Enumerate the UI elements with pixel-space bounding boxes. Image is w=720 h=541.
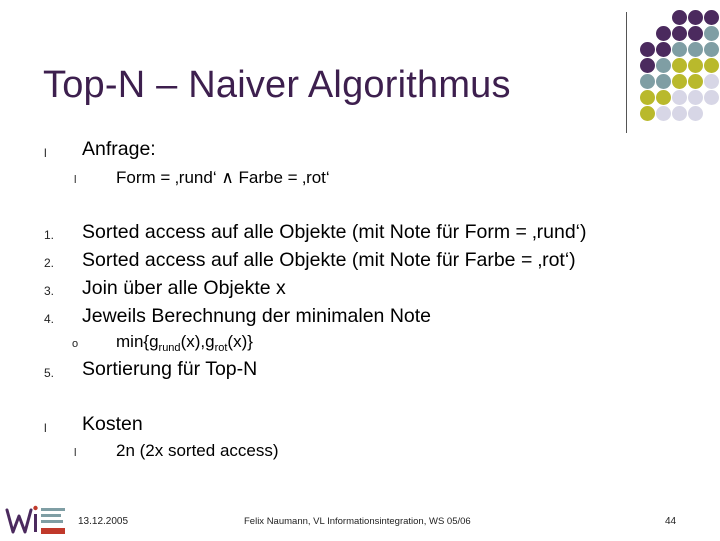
- decorative-dot: [672, 74, 687, 89]
- decorative-dot: [672, 26, 687, 41]
- decorative-dot: [688, 74, 703, 89]
- step-number: 1.: [44, 228, 55, 242]
- step-text: Join über alle Objekte x: [82, 277, 286, 299]
- decorative-dot: [688, 90, 703, 105]
- decorative-dot: [640, 42, 655, 57]
- slide-title: Top-N – Naiver Algorithmus: [43, 64, 511, 106]
- min-formula-sub-rund: rund: [158, 342, 181, 354]
- decorative-dot: [688, 26, 703, 41]
- decorative-dot: [672, 42, 687, 57]
- step-number: 4.: [44, 312, 55, 326]
- step-text: Sorted access auf alle Objekte (mit Note für Farbe = ‚rot‘): [82, 249, 576, 271]
- min-formula-suffix: (x)}: [227, 332, 253, 351]
- decorative-dot: [640, 106, 655, 121]
- step-number: 5.: [44, 366, 55, 380]
- decorative-dot: [656, 26, 671, 41]
- decorative-dot: [672, 58, 687, 73]
- min-formula-mid: (x),g: [180, 332, 215, 351]
- decorative-dot: [688, 42, 703, 57]
- university-logo-mark: [4, 502, 68, 536]
- decorative-dot: [640, 90, 655, 105]
- decorative-dot: [672, 106, 687, 121]
- step-text: Jeweils Berechnung der minimalen Note: [82, 305, 432, 327]
- decorative-dot: [656, 106, 671, 121]
- decorative-dot: [688, 10, 703, 25]
- decorative-dot: [688, 58, 703, 73]
- sub-bullet-icon: l: [74, 447, 77, 459]
- decorative-dot: [656, 58, 671, 73]
- min-formula-prefix: min{g: [116, 332, 159, 351]
- anfrage-detail: Form = ‚rund‘ ∧ Farbe = ‚rot‘: [116, 168, 330, 187]
- decorative-dot: [688, 106, 703, 121]
- anfrage-label: Anfrage:: [82, 138, 156, 160]
- step-text: Sorted access auf alle Objekte (mit Note für Form = ‚rund‘): [82, 221, 587, 243]
- footer-page-number: 44: [665, 516, 677, 527]
- step-number: 2.: [44, 256, 55, 270]
- kosten-label: Kosten: [82, 413, 143, 435]
- decorative-dot: [704, 90, 719, 105]
- decorative-dot: [704, 58, 719, 73]
- bullet-icon: l: [44, 146, 47, 160]
- decorative-dot: [704, 26, 719, 41]
- hollow-bullet-icon: o: [72, 338, 79, 350]
- decorative-dot: [656, 90, 671, 105]
- decorative-dot: [704, 74, 719, 89]
- decorative-dot: [704, 10, 719, 25]
- bullet-icon: l: [44, 421, 47, 435]
- decorative-dot: [704, 42, 719, 57]
- title-divider-line: [626, 12, 627, 133]
- kosten-detail: 2n (2x sorted access): [116, 441, 279, 460]
- min-formula-sub-rot: rot: [214, 342, 228, 354]
- min-formula: [116, 332, 253, 352]
- footer-date: 13.12.2005: [78, 516, 129, 527]
- decorative-dot: [672, 10, 687, 25]
- decorative-dot: [640, 74, 655, 89]
- sub-bullet-icon: l: [74, 174, 77, 186]
- step-text: Sortierung für Top-N: [82, 358, 258, 380]
- step-number: 3.: [44, 284, 55, 298]
- decorative-dot: [640, 58, 655, 73]
- footer-author: Felix Naumann, VL Informationsintegration, WS 05/06: [244, 516, 471, 527]
- decorative-dot: [656, 42, 671, 57]
- university-logo: [4, 502, 68, 536]
- decorative-dot: [672, 90, 687, 105]
- decorative-dot: [656, 74, 671, 89]
